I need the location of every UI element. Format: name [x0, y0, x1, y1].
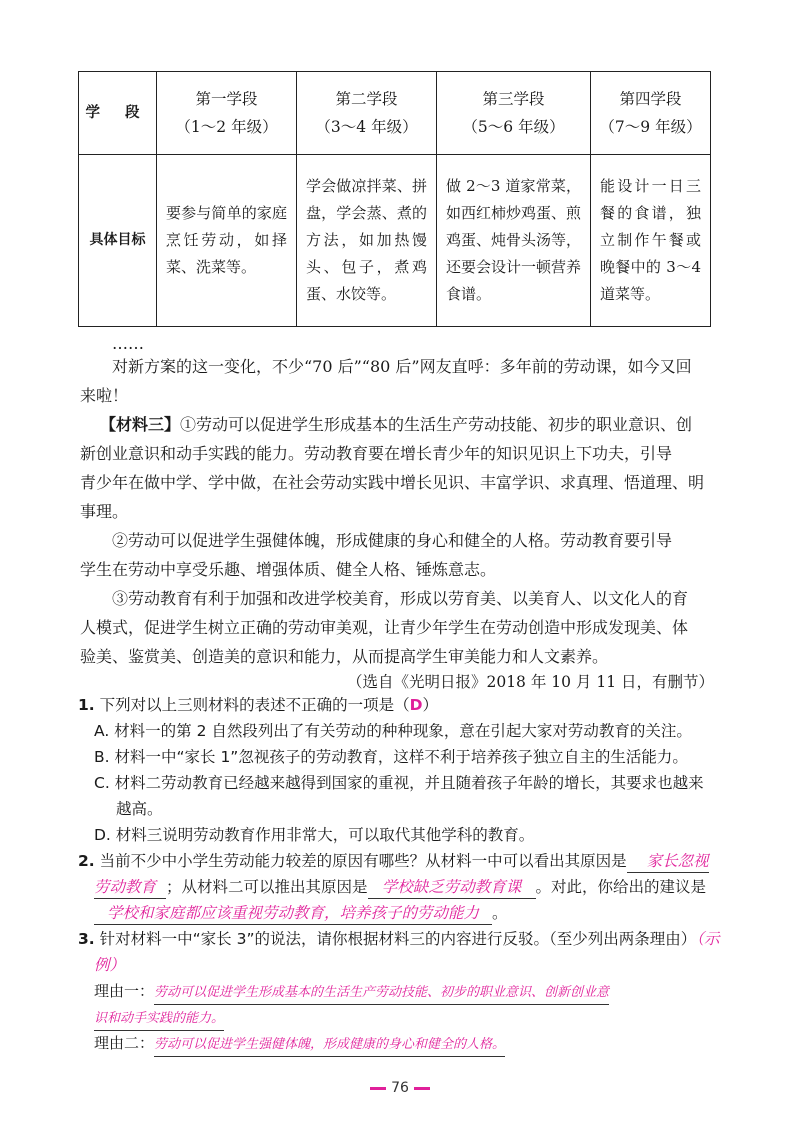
paragraph-line: 学生在劳动中享受乐趣、增强体质、健全人格、锤炼意志。	[80, 560, 497, 579]
stage-name: 第三学段	[482, 90, 545, 108]
reason-one-line-2	[94, 1003, 734, 1032]
stage-header-3	[437, 72, 591, 155]
goal-cell-3: 做 2～3 道家常菜，如西红柿炒鸡蛋、煎鸡蛋、炖骨头汤等，还要会设计一顿营养食谱。	[437, 155, 591, 327]
paragraph-line: 人模式，促进学生树立正确的劳动审美观，让青少年学生在劳动创造中形成发现美、体	[80, 618, 689, 637]
paragraph-line: 来啦！	[80, 386, 129, 405]
material-three-first-line	[100, 410, 732, 439]
option-c: C. 材料二劳动教育已经越来越得到国家的重视，并且随着孩子年龄的增长，其要求也越来	[94, 774, 704, 792]
material-three-label: 【材料三】	[100, 415, 181, 434]
stage-header-label: 学 段	[79, 72, 157, 155]
divider	[414, 1087, 430, 1090]
reason-one-line-1	[94, 977, 734, 1006]
answer-blank: 学校缺乏劳动教育课	[368, 876, 536, 899]
answer-blank: 劳动教育	[94, 876, 166, 899]
reason-label: 理由一：	[94, 982, 155, 1000]
option-d: D. 材料三说明劳动教育作用非常大，可以取代其他学科的教育。	[94, 826, 535, 844]
stage-header-4	[591, 72, 711, 155]
question-text: 。对此，你给出的建议是	[535, 878, 707, 896]
paragraph-line: 事理。	[80, 502, 129, 521]
question-text: ；从材料二可以推出其原因是	[166, 878, 368, 896]
answer-blank: 识和动手实践的能力。	[94, 1008, 224, 1031]
stage-name: 第四学段	[619, 90, 682, 108]
answer-blank: 家长忽视	[627, 850, 709, 873]
stage-name: 第一学段	[195, 90, 258, 108]
goals-row-label: 具体目标	[79, 155, 157, 327]
page-number-text: 76	[391, 1080, 409, 1096]
source-citation: （选自《光明日报》2018 年 10 月 11 日，有删节）	[346, 673, 714, 691]
paragraph-line: ②劳动可以促进学生强健体魄，形成健康的身心和健全的人格。劳动教育要引导	[112, 531, 673, 550]
paragraph-line: 青少年在做中学、学中做，在社会劳动实践中增长见识、丰富学识、求真理、悟道理、明	[80, 473, 705, 492]
table-goals-row	[79, 155, 711, 327]
paragraph-line: ①劳动可以促进学生形成基本的生活生产劳动技能、初步的职业意识、创	[180, 415, 693, 434]
answer-blank: 劳动可以促进学生强健体魄，形成健康的身心和健全的人格。	[154, 1034, 505, 1057]
answer-blank: 劳动可以促进学生形成基本的生活生产劳动技能、初步的职业意识、创新创业意	[154, 982, 609, 1005]
goal-cell-1: 要参与简单的家庭烹饪劳动，如择菜、洗菜等。	[157, 155, 297, 327]
paragraph-line: 验美、鉴赏美、创造美的意识和能力，从而提高学生审美能力和人文素养。	[80, 647, 609, 666]
option-b: B. 材料一中“家长 1”忽视孩子的劳动教育，这样不利于培养孩子独立自主的生活能力。	[94, 748, 688, 766]
paragraph-line: 对新方案的这一变化，不少“70 后”“80 后”网友直呼：多年前的劳动课，如今又回	[112, 357, 692, 376]
paragraph-line: ③劳动教育有利于加强和改进学校美育，形成以劳育美、以美育人、以文化人的育	[112, 589, 689, 608]
stage-header-2	[297, 72, 437, 155]
stage-grades: （7～9 年级）	[599, 118, 702, 136]
question-number: 3.	[78, 930, 95, 948]
stage-grades: （5～6 年级）	[462, 118, 565, 136]
divider	[370, 1087, 386, 1090]
example-hint: 例）	[94, 956, 126, 974]
question-text: 。	[492, 904, 508, 922]
stage-header-1	[157, 72, 297, 155]
question-2-line-2	[94, 873, 734, 902]
goal-cell-4: 能设计一日三餐的食谱，独立制作午餐或晚餐中的 3～4 道菜等。	[591, 155, 711, 327]
curriculum-table	[78, 71, 711, 327]
goal-cell-2: 学会做凉拌菜、拼盘，学会蒸、煮的方法，如加热馒头、包子，煮鸡蛋、水饺等。	[297, 155, 437, 327]
question-2-line-1	[78, 847, 718, 876]
question-text: 针对材料一中“家长 3”的说法，请你根据材料三的内容进行反驳。（至少列出两条理由）	[99, 930, 697, 948]
answer-choice: D	[409, 696, 423, 714]
reason-label: 理由二：	[94, 1034, 155, 1052]
stage-name: 第二学段	[335, 90, 398, 108]
reason-two-line	[94, 1029, 734, 1058]
paragraph-line: 新创业意识和动手实践的能力。劳动教育要在增长青少年的知识见识上下功夫，引导	[80, 444, 673, 463]
question-number: 2.	[78, 852, 95, 870]
example-hint-continued	[94, 951, 734, 980]
option-c-continued: 越高。	[116, 800, 163, 818]
example-hint: （示	[696, 930, 720, 948]
question-3-stem	[78, 925, 718, 954]
question-text: 当前不少中小学生劳动能力较差的原因有哪些？从材料一中可以看出其原因是	[99, 852, 627, 870]
question-1-stem	[78, 691, 718, 720]
option-a: A. 材料一的第 2 自然段列出了有关劳动的种种现象，意在引起大家对劳动教育的关注。	[94, 722, 692, 740]
question-text: ）	[422, 696, 439, 714]
stage-grades: （1～2 年级）	[175, 118, 278, 136]
question-number: 1.	[78, 696, 95, 714]
question-2-line-3	[94, 899, 734, 928]
stage-grades: （3～4 年级）	[315, 118, 418, 136]
table-header-row	[79, 72, 711, 155]
ellipsis: ……	[112, 334, 144, 353]
page-number	[0, 1080, 800, 1096]
answer-blank: 学校和家庭都应该重视劳动教育，培养孩子的劳动能力	[94, 902, 492, 925]
question-text: 下列对以上三则材料的表述不正确的一项是（	[99, 696, 410, 714]
